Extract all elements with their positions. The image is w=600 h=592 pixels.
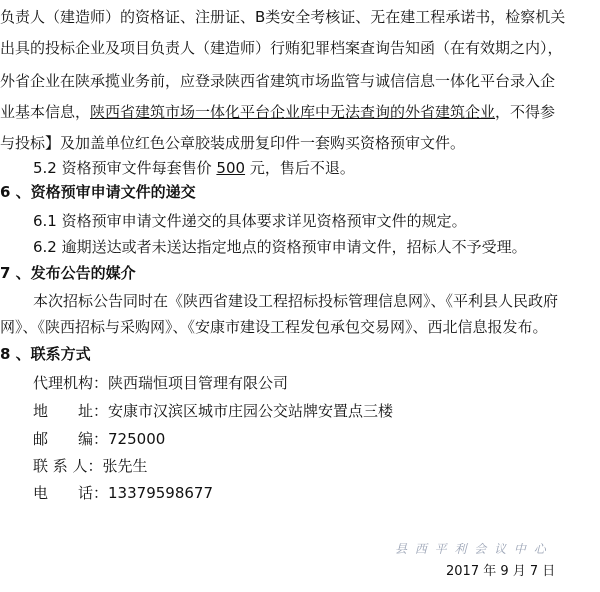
contact-value: 张先生 xyxy=(102,457,148,475)
contact-agency xyxy=(33,372,288,394)
section-6-2: 6.2 逾期送达或者未送达指定地点的资格预审申请文件，招标人不予受理。 xyxy=(33,238,527,256)
section-7-line-2: 网》、《陕西招标与采购网》、《安康市建设工程发包承包交易网》、西北信息报发布。 xyxy=(0,318,548,336)
para-line-4c: ，不得参 xyxy=(495,103,556,121)
section-7-heading: 7 、发布公告的媒介 xyxy=(0,264,136,282)
para-line-5: 与投标】及加盖单位红色公章胶装成册复印件一套购买资格预审文件。 xyxy=(0,134,466,152)
contact-label: 联 系 人： xyxy=(33,457,103,475)
agency-label: 代理机构： xyxy=(33,374,109,392)
para-line-1: 负责人（建造师）的资格证、注册证、B类安全考核证、无在建工程承诺书，检察机关 xyxy=(0,8,566,26)
contact-address xyxy=(33,400,393,422)
zip-value: 725000 xyxy=(108,430,166,448)
contact-zip xyxy=(33,428,165,450)
document-date: 2017 年 9 月 7 日 xyxy=(446,564,556,579)
agency-value: 陕西瑞恒项目管理有限公司 xyxy=(108,374,289,392)
para-line-4 xyxy=(0,101,555,123)
phone-value: 13379598677 xyxy=(108,484,213,502)
para-line-4a: 业基本信息， xyxy=(0,103,91,121)
price-value: 500 xyxy=(216,159,246,177)
section-8-heading: 8 、联系方式 xyxy=(0,345,91,363)
para-line-2: 出具的投标企业及项目负责人（建造师）行贿犯罪档案查询告知函（在有效期之内）， xyxy=(0,39,563,57)
para-line-4b-underlined: 陕西省建筑市场一体化平台企业库中无法查询的外省建筑企业 xyxy=(90,103,496,121)
watermark: 县 西 平 利 会 议 中 心 xyxy=(395,542,548,556)
section-6-heading: 6 、资格预审申请文件的递交 xyxy=(0,183,196,201)
section-5-2 xyxy=(33,157,355,179)
contact-phone xyxy=(33,482,213,504)
section-6-1: 6.1 资格预审申请文件递交的具体要求详见资格预审文件的规定。 xyxy=(33,212,467,230)
address-value: 安康市汉滨区城市庄园公交站牌安置点三楼 xyxy=(108,402,394,420)
phone-label: 电 话： xyxy=(33,484,109,502)
price-suffix: 元，售后不退。 xyxy=(245,159,355,177)
para-line-3: 外省企业在陕承揽业务前，应登录陕西省建筑市场监管与诚信信息一体化平台录入企 xyxy=(0,72,556,90)
zip-label: 邮 编： xyxy=(33,430,109,448)
section-7-line-1: 本次招标公告同时在《陕西省建设工程招标投标管理信息网》、《平利县人民政府 xyxy=(33,292,559,310)
price-prefix: 5.2 资格预审文件每套售价 xyxy=(33,159,217,177)
contact-person xyxy=(33,455,148,477)
address-label: 地 址： xyxy=(33,402,109,420)
